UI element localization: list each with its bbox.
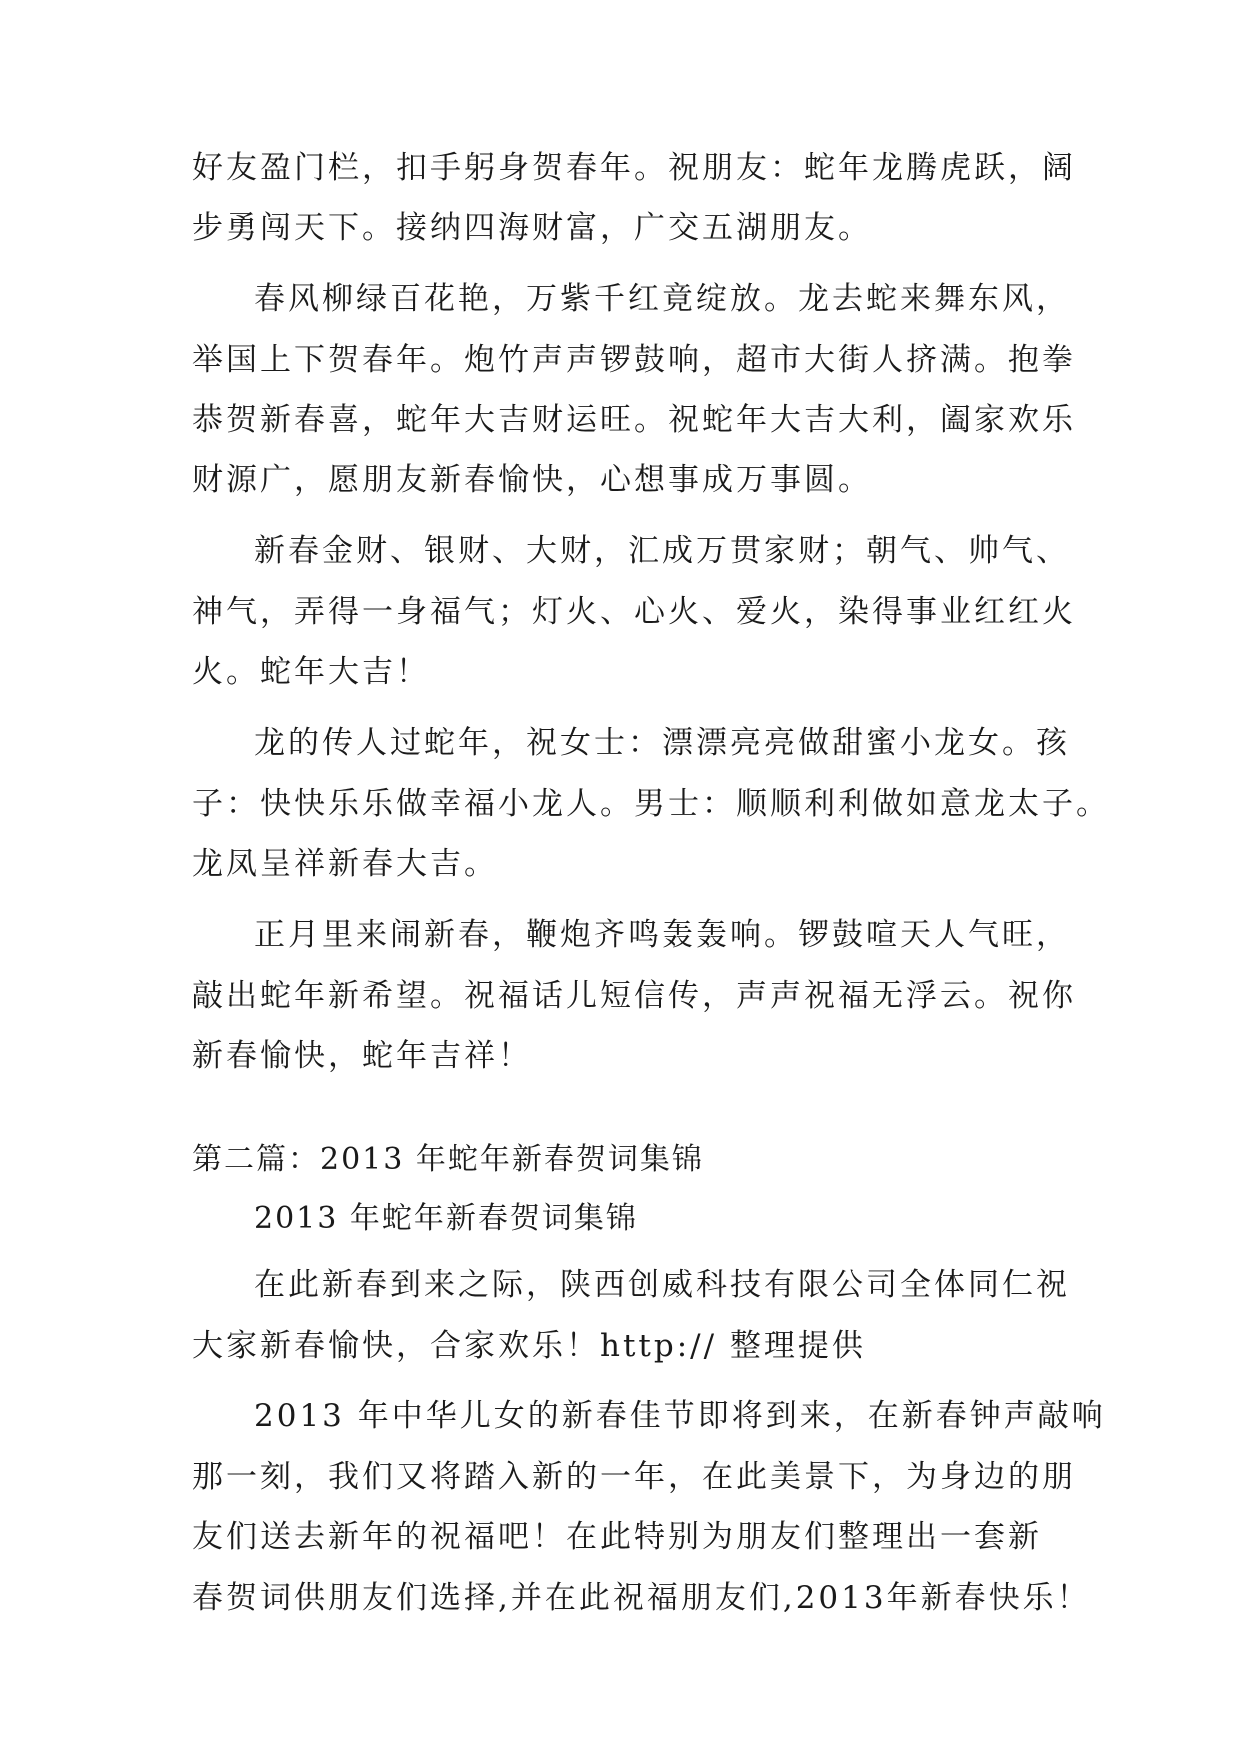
paragraph-first-line: 正月里来闹新春，鞭炮齐鸣轰轰响。锣鼓喧天人气旺， (254, 917, 1070, 953)
text-line: 神气，弄得一身福气；灯火、心火、爱火，染得事业红红火 (192, 594, 1076, 630)
paragraph-first-line: 2013 年中华儿女的新春佳节即将到来，在新春钟声敲响 (254, 1398, 1106, 1434)
paragraph-first-line: 在此新春到来之际，陕西创威科技有限公司全体同仁祝 (254, 1267, 1070, 1303)
text-line: 敲出蛇年新希望。祝福话儿短信传，声声祝福无浮云。祝你 (192, 978, 1076, 1014)
text-line: 财源广，愿朋友新春愉快，心想事成万事圆。 (192, 462, 872, 498)
paragraph-first-line: 春风柳绿百花艳，万紫千红竟绽放。龙去蛇来舞东风， (254, 281, 1070, 317)
text-line: 那一刻，我们又将踏入新的一年，在此美景下，为身边的朋 (192, 1459, 1076, 1495)
section-heading: 第二篇：2013 年蛇年新春贺词集锦 (192, 1142, 704, 1177)
text-line: 龙凤呈祥新春大吉。 (192, 846, 498, 882)
paragraph-first-line: 龙的传人过蛇年，祝女士：漂漂亮亮做甜蜜小龙女。孩 (254, 725, 1070, 761)
text-line: 步勇闯天下。接纳四海财富，广交五湖朋友。 (192, 210, 872, 246)
paragraph-first-line: 新春金财、银财、大财，汇成万贯家财；朝气、帅气、 (254, 533, 1070, 569)
text-line: 大家新春愉快，合家欢乐！http:// 整理提供 (192, 1328, 866, 1364)
text-line: 春贺词供朋友们选择,并在此祝福朋友们,2013年新春快乐！ (192, 1580, 1091, 1616)
text-line: 子：快快乐乐做幸福小龙人。男士：顺顺利利做如意龙太子。 (192, 786, 1110, 822)
text-line: 火。蛇年大吉！ (192, 654, 430, 690)
section-subtitle: 2013 年蛇年新春贺词集锦 (254, 1201, 638, 1236)
text-line: 友们送去新年的祝福吧！在此特别为朋友们整理出一套新 (192, 1519, 1042, 1555)
text-line: 恭贺新春喜，蛇年大吉财运旺。祝蛇年大吉大利，阖家欢乐 (192, 402, 1076, 438)
text-line: 好友盈门栏，扣手躬身贺春年。祝朋友：蛇年龙腾虎跃，阔 (192, 150, 1076, 186)
text-line: 举国上下贺春年。炮竹声声锣鼓响，超市大街人挤满。抱拳 (192, 342, 1076, 378)
text-line: 新春愉快，蛇年吉祥！ (192, 1038, 532, 1074)
